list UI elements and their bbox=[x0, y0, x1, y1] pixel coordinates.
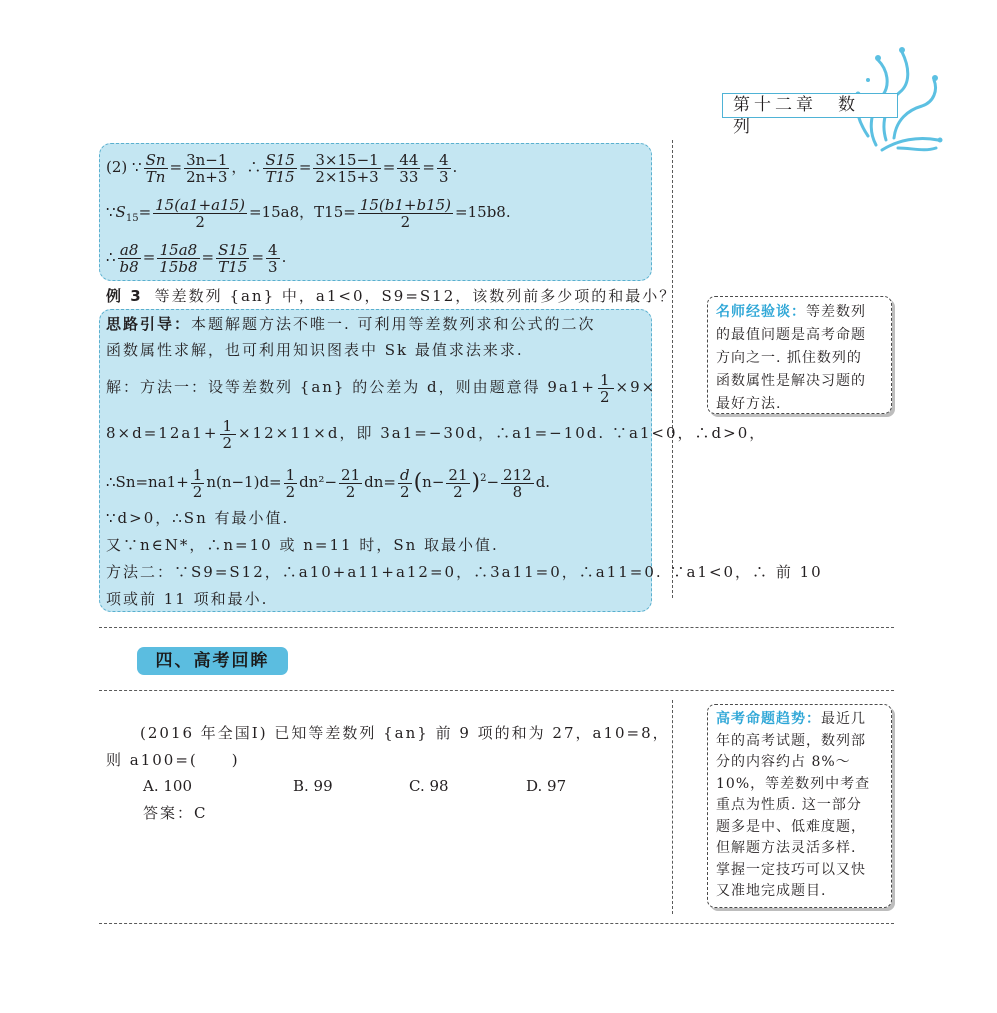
hint-line1 bbox=[106, 314, 596, 334]
frac-s15-sum: $\frac{15(a1+a15)}{2}$ bbox=[155, 195, 246, 231]
vertical-divider-lower bbox=[672, 700, 673, 914]
example3-label: 例 3 bbox=[106, 287, 143, 305]
solution-text-1b: ×9× bbox=[615, 378, 657, 396]
frac-21-2b: $\frac{21}{2}$ bbox=[448, 465, 468, 501]
tip2-line2: 年的高考试题，数列部 bbox=[716, 732, 866, 749]
solution-text-3e: n− bbox=[422, 473, 445, 491]
frac-sn-tn: $\frac{Sn}{Tn}$ bbox=[145, 150, 166, 186]
left-paren-icon: ( bbox=[413, 470, 423, 495]
section-title-badge: 四、高考回眸 bbox=[137, 647, 288, 675]
tip1-line1: 等差数列 bbox=[806, 304, 866, 320]
hint-line2: 函数属性求解，也可利用知识图表中 Sk 最值求法来求. bbox=[106, 341, 524, 359]
question-line2: 则 a100=( ) bbox=[106, 751, 240, 769]
frac-44-33: $\frac{44}{33}$ bbox=[399, 150, 419, 186]
part2-line1: (2) ∵ $\frac{Sn}{Tn}$ = $\frac{3n-1}{2n+3}$ ，∴ $\frac{S15}{T15}$ = $\frac{3\times 15-1}{2\times 15+3}$ = $\frac{44}{33}$ = $\frac{4}{3}$ . bbox=[106, 150, 458, 186]
vertical-divider bbox=[672, 140, 673, 598]
solution-line1 bbox=[106, 370, 656, 404]
part2-label: (2) bbox=[106, 158, 128, 176]
frac-a8-b8: $\frac{a8}{b8}$ bbox=[119, 240, 139, 276]
frac-21sq-8: $\frac{212}{8}$ bbox=[503, 465, 532, 501]
tip2-line3: 分的内容约占 8%～ bbox=[716, 754, 851, 770]
t15-result: =15b8. bbox=[455, 203, 511, 221]
tip2-title: 高考命题趋势： bbox=[716, 711, 821, 727]
tip2-line4: 10%，等差数列中考查 bbox=[716, 775, 871, 792]
frac-s15t15: $\frac{S15}{T15}$ bbox=[218, 240, 248, 276]
solution-line3: ∴Sn=na1+ $\frac{1}{2}$ n(n−1)d= $\frac{1}{2}$ dn²− $\frac{21}{2}$ dn= $\frac{d}{2}$ (n− $\frac{21}{2}$ )$^2$− $\frac{212}{8}$ d. bbox=[106, 465, 551, 501]
because-symbol: ∵ bbox=[132, 158, 142, 176]
tip2-line6: 题多是中、低难度题， bbox=[716, 818, 866, 835]
s15-result: =15a8，T15= bbox=[249, 203, 356, 221]
tip2-line5: 重点为性质. 这一部分 bbox=[716, 797, 862, 813]
solution-text-3g: d. bbox=[535, 473, 551, 491]
frac-3x15: $\frac{3\times 15-1}{2\times 15+3}$ bbox=[315, 150, 379, 186]
solution-text-1a: 解：方法一：设等差数列 {an} 的公差为 d，则由题意得 9a1+ bbox=[106, 378, 596, 396]
option-d: D. 97 bbox=[526, 777, 567, 795]
frac-s15-t15: $\frac{S15}{T15}$ bbox=[265, 150, 295, 186]
tip1-line5: 最好方法. bbox=[716, 396, 782, 412]
solution-line4: ∵d>0，∴Sn 有最小值. bbox=[106, 509, 290, 527]
hint-text-1: 本题解题方法不唯一. 可利用等差数列求和公式的二次 bbox=[191, 315, 596, 333]
solution-text-2b: ×12×11×d，即 3a1=−30d，∴a1=−10d. ∵a1<0，∴d>0， bbox=[237, 424, 767, 442]
solution-text-2a: 8×d=12a1+ bbox=[106, 424, 219, 442]
right-paren-icon: ) bbox=[471, 470, 481, 495]
tip2-line9: 又准地完成题目. bbox=[716, 883, 827, 899]
solution-text-3b: n(n−1)d= bbox=[206, 473, 282, 491]
option-a: A. 100 bbox=[143, 777, 192, 795]
solution-text-3d: dn= bbox=[364, 473, 396, 491]
frac-half-3: $\frac{1}{2}$ bbox=[192, 465, 203, 501]
option-c: C. 98 bbox=[409, 777, 449, 795]
therefore-symbol: ，∴ bbox=[231, 158, 262, 176]
part2-line3: ∴ $\frac{a8}{b8}$ = $\frac{15a8}{15b8}$ = $\frac{S15}{T15}$ = $\frac{4}{3}$ . bbox=[106, 240, 287, 276]
tip2-line7: 但解题方法灵活多样. bbox=[716, 840, 857, 856]
frac-d-2: $\frac{d}{2}$ bbox=[399, 465, 410, 501]
frac-4-3b: $\frac{4}{3}$ bbox=[268, 240, 278, 276]
tip-box-teacher bbox=[707, 296, 892, 414]
question-line1: (2016 年全国Ⅰ) 已知等差数列 {an} 前 9 项的和为 27，a10=8， bbox=[140, 724, 670, 742]
tip1-line2: 的最值问题是高考命题 bbox=[716, 327, 866, 343]
option-b: B. 99 bbox=[293, 777, 333, 795]
solution-text-3c: dn²− bbox=[299, 473, 338, 491]
tip-box-trend bbox=[707, 704, 892, 908]
tip1-title: 名师经验谈： bbox=[716, 304, 806, 320]
answer-line: 答案：C bbox=[143, 804, 208, 822]
tip2-line8: 掌握一定技巧可以又快 bbox=[716, 861, 866, 878]
tip1-line4: 函数属性是解决习题的 bbox=[716, 373, 866, 389]
frac-4-3: $\frac{4}{3}$ bbox=[438, 150, 449, 186]
frac-half-2: $\frac{1}{2}$ bbox=[222, 416, 234, 452]
section-divider-bottom bbox=[99, 690, 894, 691]
example3-line bbox=[106, 286, 676, 306]
frac-half-4: $\frac{1}{2}$ bbox=[285, 465, 296, 501]
solution-line6: 方法二：∵S9=S12，∴a10+a11+a12=0，∴3a11=0，∴a11=0. ∵a1<0，∴ 前 10 bbox=[106, 563, 823, 581]
frac-15a8: $\frac{15a8}{15b8}$ bbox=[159, 240, 198, 276]
frac-21-2: $\frac{21}{2}$ bbox=[341, 465, 361, 501]
section-divider-top bbox=[99, 627, 894, 628]
solution-line2 bbox=[106, 416, 766, 450]
frac-t15-sum: $\frac{15(b1+b15)}{2}$ bbox=[359, 195, 452, 231]
tip2-line1: 最近几 bbox=[821, 711, 866, 727]
hint-title: 思路引导： bbox=[106, 315, 192, 333]
solution-line5: 又∵n∈N*，∴n=10 或 n=11 时，Sn 取最小值. bbox=[106, 536, 499, 554]
frac-3n-2n: $\frac{3n-1}{2n+3}$ bbox=[186, 150, 228, 186]
solution-text-3a: ∴Sn=na1+ bbox=[106, 473, 189, 491]
chapter-title: 第十二章 数 列 bbox=[722, 93, 898, 118]
example3-text: 等差数列 {an} 中，a1<0，S9=S12，该数列前多少项的和最小？ bbox=[154, 287, 677, 305]
frac-half-1: $\frac{1}{2}$ bbox=[599, 370, 612, 406]
part2-line2: $\because S_{15}=$ $\frac{15(a1+a15)}{2}$ =15a8，T15= $\frac{15(b1+b15)}{2}$ =15b8. bbox=[106, 195, 511, 231]
solution-line7: 项或前 11 项和最小. bbox=[106, 590, 269, 608]
tip1-line3: 方向之一. 抓住数列的 bbox=[716, 350, 862, 366]
page-bottom-divider bbox=[99, 923, 894, 924]
